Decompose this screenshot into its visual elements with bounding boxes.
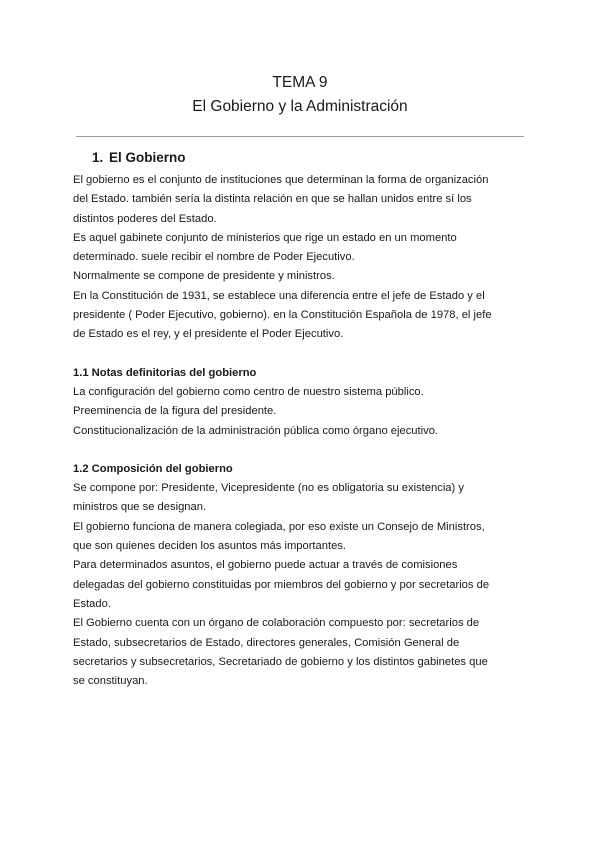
paragraph-line: secretarios y subsecretarios, Secretariado de gobierno y los distintos gabinetes que [73,655,488,668]
paragraph-line: presidente ( Poder Ejecutivo, gobierno). en la Constitución Española de 1978, el jefe [73,309,492,322]
paragraph-line: de Estado es el rey, y el presidente el Poder Ejecutivo. [73,328,344,341]
paragraph-line: El gobierno es el conjunto de instituciones que determinan la forma de organización [73,174,489,186]
paragraph-line: En la Constitución de 1931, se establece una diferencia entre el jefe de Estado y el [73,289,485,302]
section-heading-gobierno [92,149,533,167]
paragraph-line: distintos poderes del Estado. [73,212,217,225]
paragraph-line: Estado. [73,597,111,610]
section-number: 1. [92,150,104,165]
paragraph-line: El gobierno funciona de manera colegiada, por eso existe un Consejo de Ministros, [73,520,485,533]
paragraph-line: se constituyan. [73,675,148,688]
title-divider [76,136,524,137]
paragraph-line: Normalmente se compone de presidente y ministros. [73,270,335,283]
paragraph-line: Se compone por: Presidente, Vicepresidente (no es obligatoria su existencia) y [73,482,464,495]
paragraph-line: determinado. suele recibir el nombre de Poder Ejecutivo. [73,251,355,264]
paragraph-line: El Gobierno cuenta con un órgano de colaboración compuesto por: secretarios de [73,617,480,630]
section-title: El Gobierno [109,150,186,165]
paragraph-line: Es aquel gabinete conjunto de ministerios que rige un estado en un momento [73,231,457,244]
section-1-2-text [73,479,533,691]
document-subtitle: El Gobierno y la Administración [192,98,408,115]
paragraph-line: Preeminencia de la figura del presidente. [73,405,277,418]
paragraph-line: Estado, subsecretarios de Estado, directores generales, Comisión General de [73,636,460,649]
paragraph-line: delegadas del gobierno constituidas por miembros del gobierno y por secretarios de [73,578,490,591]
spacer [73,441,533,460]
section-1-1-text [73,383,533,441]
paragraph-line: La configuración del gobierno como centro de nuestro sistema público. [73,385,424,398]
paragraph-line: ministros que se designan. [73,501,207,514]
paragraph-line: Para determinados asuntos, el gobierno puede actuar a través de comisiones [73,559,458,572]
paragraph-line: Constitucionalización de la administración pública como órgano ejecutivo. [73,424,439,437]
section-1-text [73,171,533,345]
document-title: TEMA 9 [272,74,328,91]
spacer [73,345,533,364]
paragraph-line: del Estado. también sería la distinta relación en que se hallan unidos entre sí los [73,193,472,206]
subsection-heading-notas: 1.1 Notas definitorias del gobierno [73,366,257,379]
subsection-heading-composicion: 1.2 Composición del gobierno [73,462,233,475]
paragraph-line: que son quienes deciden los asuntos más importantes. [73,540,347,553]
document-body [73,149,533,691]
